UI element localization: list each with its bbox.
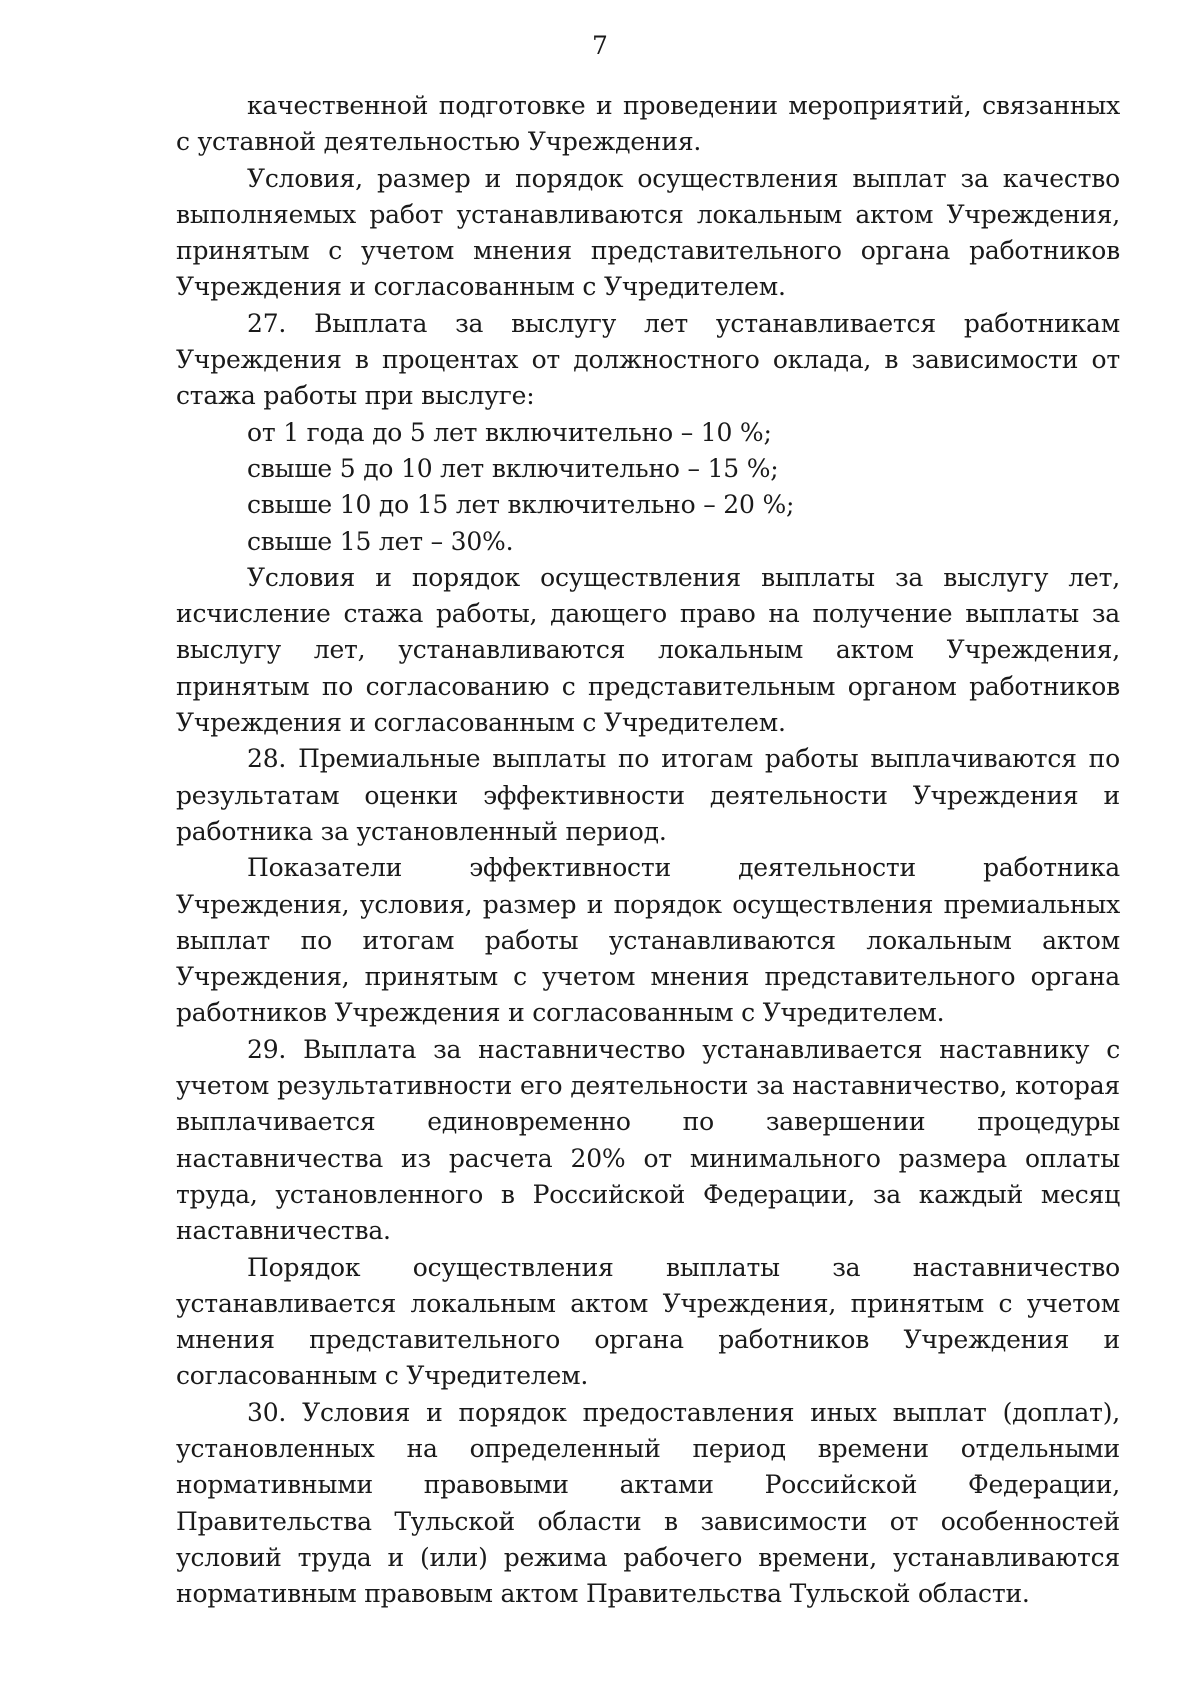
paragraph-mentorship-payment-procedure: Порядок осуществления выплаты за наставничество устанавливается локальным актом Учреждения, принятым с учетом мнения представительного органа работников Учреждения и согласованным с Учредителем. xyxy=(176,1252,1120,1391)
seniority-rate-1-5-years: от 1 года до 5 лет включительно – 10 %; xyxy=(247,417,772,447)
paragraph-27-seniority-payment: 27. Выплата за выслугу лет устанавливается работникам Учреждения в процентах от должностного оклада, в зависимости от стажа работы при выслуге: xyxy=(176,308,1120,411)
paragraph-30-other-payments: 30. Условия и порядок предоставления иных выплат (доплат), установленных на определенный период времени отдельными нормативными правовыми актами Российской Федерации, Правительства Тульской области в зависимости от особенностей условий труда и (или) режима рабочего времени, устанавливаются нормативным правовым актом Правительства Тульской области. xyxy=(176,1397,1120,1609)
paragraph-28-bonus-payments: 28. Премиальные выплаты по итогам работы выплачиваются по результатам оценки эффективности деятельности Учреждения и работника за установленный период. xyxy=(176,744,1120,846)
paragraph-seniority-payment-procedure: Условия и порядок осуществления выплаты за выслугу лет, исчисление стажа работы, дающего право на получение выплаты за выслугу лет, устанавливаются локальным актом Учреждения, принятым по согласованию с представительным органом работников Учреждения и согласованным с Учредителем. xyxy=(176,562,1120,738)
document-body xyxy=(176,88,1120,1612)
seniority-rate-10-15-years: свыше 10 до 15 лет включительно – 20 %; xyxy=(247,490,795,520)
paragraph-quality-payment-conditions: Условия, размер и порядок осуществления выплат за качество выполняемых работ устанавливаются локальным актом Учреждения, принятым с учетом мнения представительного органа работников Учреждения и согласованным с Учредителем. xyxy=(176,163,1120,302)
paragraph-29-mentorship-payment: 29. Выплата за наставничество устанавливается наставнику с учетом результативности его деятельности за наставничество, которая выплачивается единовременно по завершении процедуры наставничества из расчета 20% от минимального размера оплаты труда, установленного в Российской Федерации, за каждый месяц наставничества. xyxy=(176,1034,1120,1246)
paragraph-performance-indicators: Показатели эффективности деятельности работника Учреждения, условия, размер и порядок осуществления премиальных выплат по итогам работы устанавливаются локальным актом Учреждения, принятым с учетом мнения представительного органа работников Учреждения и согласованным с Учредителем. xyxy=(176,853,1120,1028)
page-number: 7 xyxy=(592,31,608,60)
paragraph-continuation: качественной подготовке и проведении мероприятий, связанных с уставной деятельностью Учреждения. xyxy=(176,91,1120,157)
seniority-rate-5-10-years: свыше 5 до 10 лет включительно – 15 %; xyxy=(247,453,779,483)
seniority-rate-over-15-years: свыше 15 лет – 30%. xyxy=(247,526,514,556)
